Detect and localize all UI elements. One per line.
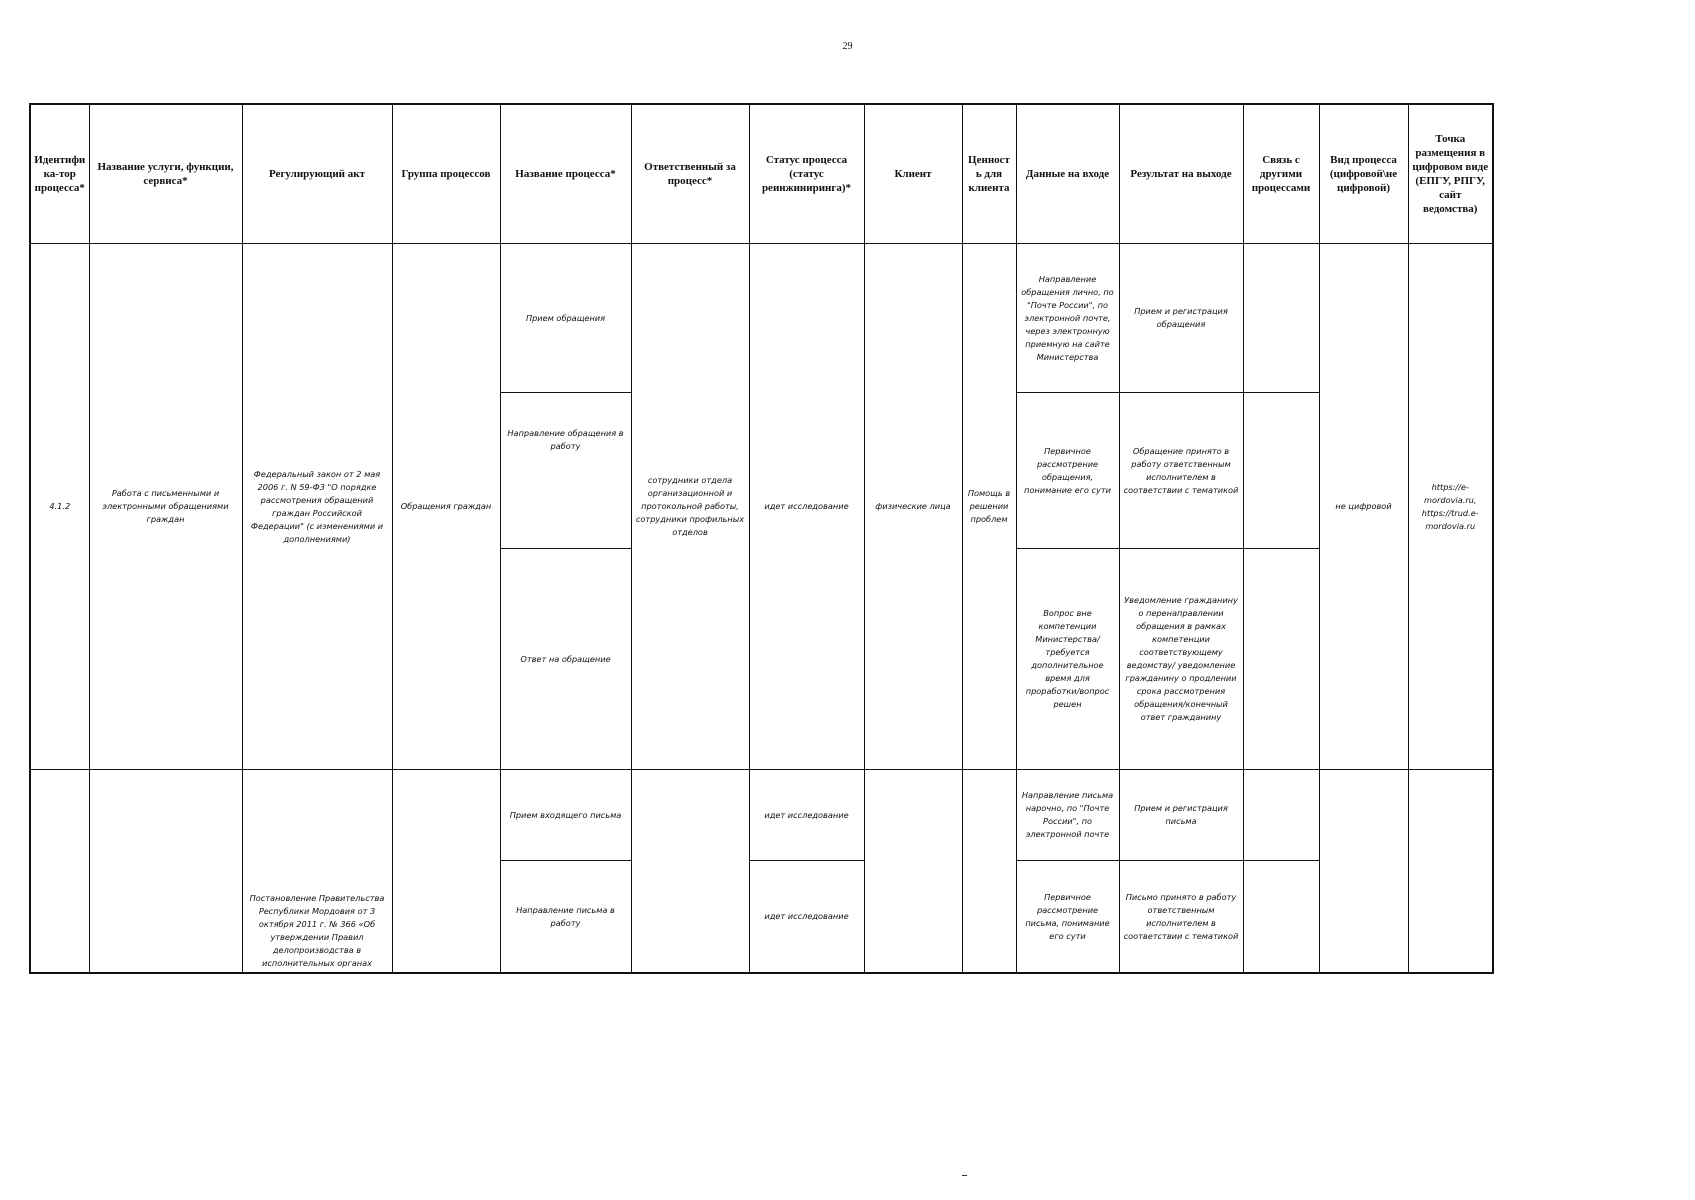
digital-point — [1408, 770, 1493, 974]
table-row — [30, 770, 1493, 861]
page-number: 29 — [842, 41, 853, 52]
header-id: Идентифи ка-тор процесса* — [30, 104, 89, 244]
process-name: Направление обращения в работу — [500, 393, 631, 549]
process-status: идет исследование — [749, 861, 864, 974]
input-data: Направление обращения лично, по "Почте России", по электронной почте, через электронную приемную на сайте Министерства — [1016, 244, 1119, 393]
process-group — [392, 770, 500, 974]
output-result: Обращение принято в работу ответственным исполнителем в соответствии с тематикой — [1119, 393, 1243, 549]
header-output: Результат на выходе — [1119, 104, 1243, 244]
client-value: Помощь в решении проблем — [962, 244, 1016, 770]
input-data: Вопрос вне компетенции Министерства/требуется дополнительное время для проработки/вопрос решен — [1016, 549, 1119, 770]
links-cell — [1243, 861, 1319, 974]
links-cell — [1243, 549, 1319, 770]
header-links: Связь с другими процессами — [1243, 104, 1319, 244]
process-name: Прием входящего письма — [500, 770, 631, 861]
header-kind: Вид процесса (цифровой\не цифровой) — [1319, 104, 1408, 244]
process-group: Обращения граждан — [392, 244, 500, 770]
links-cell — [1243, 244, 1319, 393]
process-status: идет исследование — [749, 244, 864, 770]
header-service: Название услуги, функции, сервиса* — [89, 104, 242, 244]
output-result: Прием и регистрация обращения — [1119, 244, 1243, 393]
header-status: Статус процесса (статус реинжиниринга)* — [749, 104, 864, 244]
header-process-name: Название процесса* — [500, 104, 631, 244]
process-id — [30, 770, 89, 974]
header-input: Данные на входе — [1016, 104, 1119, 244]
input-data: Первичное рассмотрение письма, понимание его сути — [1016, 861, 1119, 974]
process-status: идет исследование — [749, 770, 864, 861]
header-responsible: Ответственный за процесс* — [631, 104, 749, 244]
links-cell — [1243, 393, 1319, 549]
process-id: 4.1.2 — [30, 244, 89, 770]
output-result: Письмо принято в работу ответственным исполнителем в соответствии с тематикой — [1119, 861, 1243, 974]
process-name: Направление письма в работу — [500, 861, 631, 974]
scan-mark — [962, 1175, 967, 1176]
header-point: Точка размещения в цифровом виде (ЕПГУ, РПГУ, сайт ведомства) — [1408, 104, 1493, 244]
input-data: Направление письма нарочно, по "Почте России", по электронной почте — [1016, 770, 1119, 861]
regulating-act: Федеральный закон от 2 мая 2006 г. N 59-ФЗ "О порядке рассмотрения обращений граждан Российской Федерации" (с изменениями и дополнениями) — [242, 244, 392, 770]
client — [864, 770, 962, 974]
regulating-act: Постановление Правительства Республики Мордовия от 3 октября 2011 г. № 366 «Об утверждении Правил делопроизводства в исполнительных органах — [242, 770, 392, 974]
output-result: Прием и регистрация письма — [1119, 770, 1243, 861]
process-table-wrapper — [29, 103, 1494, 974]
process-kind: не цифровой — [1319, 244, 1408, 770]
header-act: Регулирующий акт — [242, 104, 392, 244]
responsible — [631, 770, 749, 974]
digital-point: https://e-mordovia.ru, https://trud.e-mordovia.ru — [1408, 244, 1493, 770]
service-name: Работа с письменными и электронными обращениями граждан — [89, 244, 242, 770]
table-row — [30, 244, 1493, 393]
process-name: Ответ на обращение — [500, 549, 631, 770]
client: физические лица — [864, 244, 962, 770]
input-data: Первичное рассмотрение обращения, понимание его сути — [1016, 393, 1119, 549]
client-value — [962, 770, 1016, 974]
service-name — [89, 770, 242, 974]
responsible: сотрудники отдела организационной и протокольной работы, сотрудники профильных отделов — [631, 244, 749, 770]
header-row — [30, 104, 1493, 244]
header-group: Группа процессов — [392, 104, 500, 244]
process-name: Прием обращения — [500, 244, 631, 393]
header-value: Ценност ь для клиента — [962, 104, 1016, 244]
header-client: Клиент — [864, 104, 962, 244]
process-kind — [1319, 770, 1408, 974]
links-cell — [1243, 770, 1319, 861]
output-result: Уведомление гражданину о перенаправлении обращения в рамках компетенции соответствующему ведомству/ уведомление гражданину о продлении срока рассмотрения обращения/конечный ответ гражданину — [1119, 549, 1243, 770]
process-table — [29, 103, 1494, 974]
